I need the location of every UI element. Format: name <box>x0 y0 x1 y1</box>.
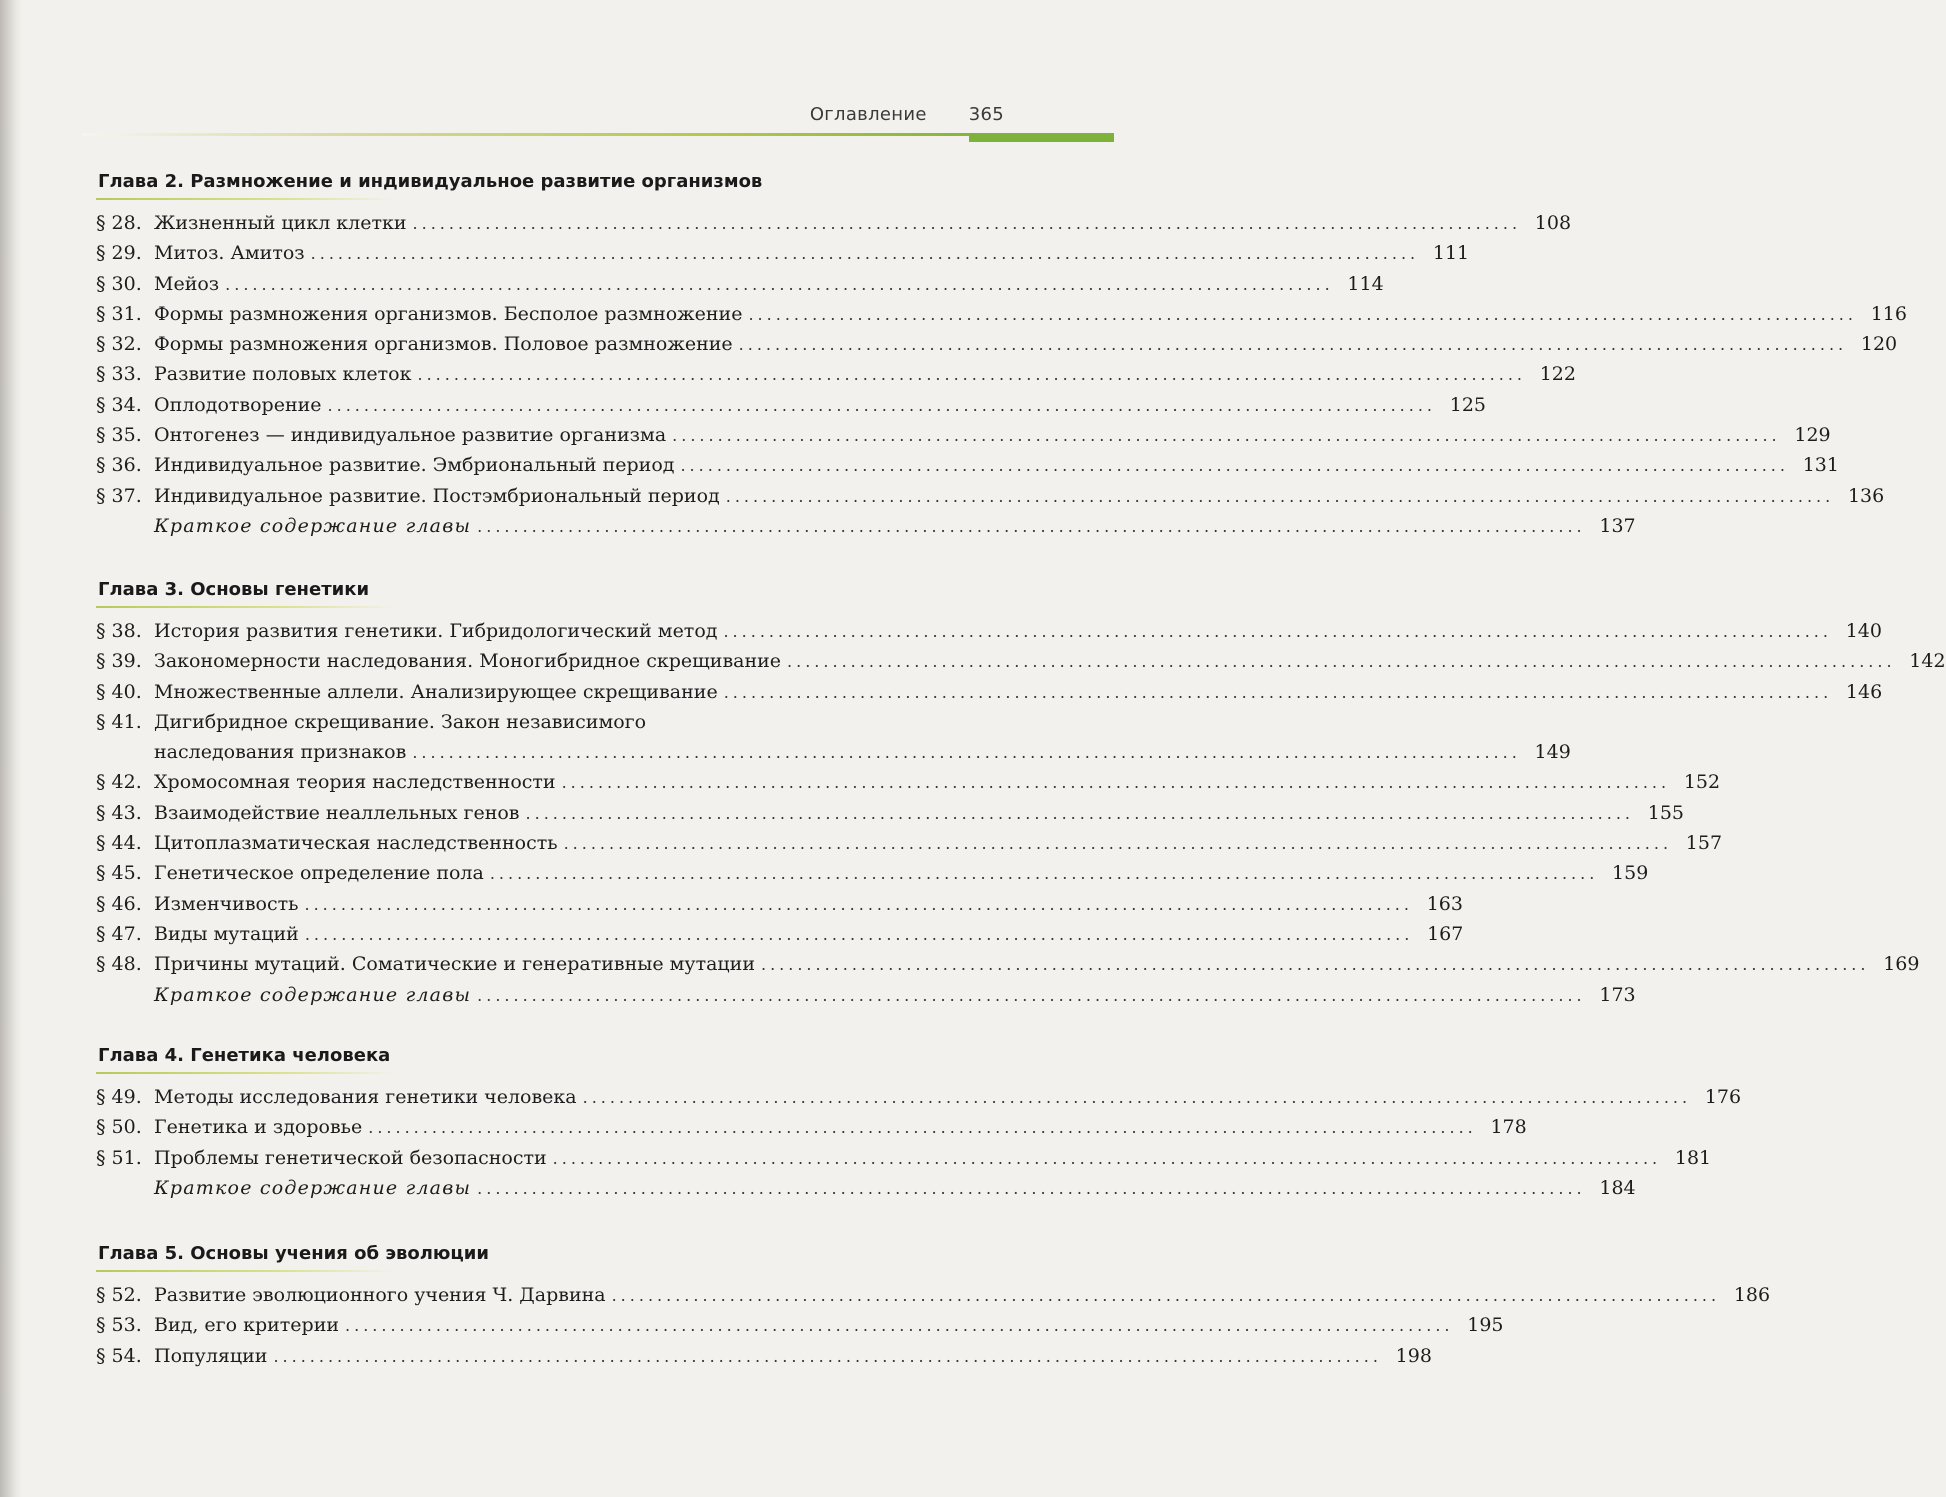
chapter-3 <box>96 576 1946 1010</box>
leader-dots: .......................................................................................................................... <box>723 622 1832 641</box>
toc-entry[interactable]: § 37. Индивидуальное развитие. Постэмбриональный период .......................................................................................................................... 136 <box>96 481 976 511</box>
leader-dots: .......................................................................................................................... <box>304 894 1413 914</box>
toc-entry[interactable]: § 46. Изменчивость .......................................................................................................................... 163 <box>96 889 976 919</box>
toc-entry[interactable]: § 42. Хромосомная теория наследственности .......................................................................................................................... 152 <box>96 767 976 797</box>
leader-dots: .......................................................................................................................... <box>738 335 1848 355</box>
leader-dots: .......................................................................................................................... <box>327 395 1436 415</box>
leader-dots: .......................................................................................................................... <box>672 426 1781 446</box>
chapter-summary-entry[interactable]: Краткое содержание главы .......................................................................................................................... 137 <box>96 511 976 541</box>
toc-entry[interactable]: § 51. Проблемы генетической безопасности .......................................................................................................................... 181 <box>96 1143 976 1173</box>
leader-dots: .......................................................................................................................... <box>525 803 1634 823</box>
leader-dots: .......................................................................................................................... <box>725 486 1835 506</box>
toc-entry[interactable]: § 36. Индивидуальное развитие. Эмбриональный период .......................................................................................................................... 131 <box>96 450 976 480</box>
toc-entry[interactable]: § 35. Онтогенез — индивидуальное развитие организма .......................................................................................................................... 129 <box>96 420 976 450</box>
leader-dots: .......................................................................................................................... <box>723 682 1833 702</box>
leader-dots: .......................................................................................................................... <box>417 365 1526 385</box>
toc-entry[interactable]: § 54. Популяции .......................................................................................................................... 198 <box>96 1341 976 1371</box>
toc-entry[interactable]: § 39. Закономерности наследования. Моногибридное скрещивание .......................................................................................................................... 142 <box>96 646 976 676</box>
leader-dots: .......................................................................................................................... <box>477 1178 1586 1198</box>
header-rule-accent <box>969 133 1114 142</box>
toc-entry[interactable]: § 29. Митоз. Амитоз .......................................................................................................................... 111 <box>96 238 976 268</box>
leader-dots: .......................................................................................................................... <box>611 1286 1721 1305</box>
toc-entry[interactable]: § 49. Методы исследования генетики человека .......................................................................................................................... 176 <box>96 1082 976 1112</box>
toc-entry[interactable]: § 41. Дигибридное скрещивание. Закон независимого <box>96 710 647 733</box>
chapter-summary-entry[interactable]: Краткое содержание главы .......................................................................................................................... 184 <box>96 1173 976 1203</box>
leader-dots: .......................................................................................................................... <box>563 834 1673 854</box>
running-header <box>810 104 1004 125</box>
leader-dots: .......................................................................................................................... <box>477 985 1586 1005</box>
leader-dots: .......................................................................................................................... <box>310 244 1420 264</box>
leader-dots: .......................................................................................................................... <box>748 304 1857 324</box>
toc-entry[interactable]: § 38. История развития генетики. Гибридологический метод .......................................................................................................................... 140 <box>96 616 976 646</box>
leader-dots: .......................................................................................................................... <box>345 1316 1454 1336</box>
leader-dots: .......................................................................................................................... <box>273 1346 1382 1366</box>
toc-entry[interactable]: § 30. Мейоз .......................................................................................................................... 114 <box>96 269 976 299</box>
header-title: Оглавление <box>809 104 927 125</box>
leader-dots: .......................................................................................................................... <box>582 1088 1692 1107</box>
leader-dots: .......................................................................................................................... <box>412 214 1522 233</box>
toc-entry[interactable]: § 32. Формы размножения организмов. Половое размножение .......................................................................................................................... 120 <box>96 329 976 359</box>
toc-entry[interactable]: § 43. Взаимодействие неаллельных генов .......................................................................................................................... 155 <box>96 798 976 828</box>
toc-entry[interactable]: § 34. Оплодотворение .......................................................................................................................... 125 <box>96 390 976 420</box>
leader-dots: .......................................................................................................................... <box>552 1148 1662 1168</box>
chapter-2 <box>96 168 1907 541</box>
leader-dots: .......................................................................................................................... <box>489 864 1599 884</box>
toc-entry[interactable]: § 44. Цитоплазматическая наследственность .......................................................................................................................... 157 <box>96 828 976 858</box>
chapter-summary-entry[interactable]: Краткое содержание главы .......................................................................................................................... 173 <box>96 980 976 1010</box>
chapter-4 <box>96 1042 1742 1203</box>
chapter-title: Глава 3. Основы генетики <box>98 579 370 600</box>
chapter-5 <box>96 1240 1771 1371</box>
leader-dots: .......................................................................................................................... <box>561 773 1671 793</box>
chapter-rule <box>96 1072 396 1074</box>
chapter-rule <box>96 606 396 608</box>
toc-entry[interactable]: § 45. Генетическое определение пола .......................................................................................................................... 159 <box>96 858 976 888</box>
page-edge-shadow <box>0 0 22 1497</box>
chapter-title: Глава 2. Размножение и индивидуальное развитие организмов <box>98 171 763 192</box>
leader-dots: .......................................................................................................................... <box>412 743 1521 763</box>
leader-dots: .......................................................................................................................... <box>477 516 1586 536</box>
toc-entry[interactable]: § 47. Виды мутаций .......................................................................................................................... 167 <box>96 919 976 949</box>
leader-dots: .......................................................................................................................... <box>760 955 1870 975</box>
leader-dots: .......................................................................................................................... <box>225 274 1334 294</box>
toc-entry[interactable]: § 40. Множественные аллели. Анализирующее скрещивание .......................................................................................................................... 146 <box>96 677 976 707</box>
chapter-title: Глава 4. Генетика человека <box>98 1045 391 1066</box>
chapter-rule <box>96 1270 396 1272</box>
chapter-title: Глава 5. Основы учения об эволюции <box>98 1243 489 1264</box>
toc-entry[interactable]: § 48. Причины мутаций. Соматические и генеративные мутации .......................................................................................................................... 169 <box>96 949 976 979</box>
leader-dots: .......................................................................................................................... <box>787 652 1896 672</box>
leader-dots: .......................................................................................................................... <box>680 456 1789 476</box>
leader-dots: .......................................................................................................................... <box>368 1118 1477 1138</box>
toc-entry[interactable]: § 53. Вид, его критерии .......................................................................................................................... 195 <box>96 1310 976 1340</box>
header-rule <box>82 133 1114 136</box>
header-page-number: 365 <box>968 104 1004 125</box>
toc-entry-continuation[interactable]: наследования признаков .......................................................................................................................... 149 <box>96 737 976 767</box>
toc-entry[interactable]: § 52. Развитие эволюционного учения Ч. Дарвина .......................................................................................................................... 186 <box>96 1280 976 1310</box>
chapter-rule <box>96 198 396 200</box>
leader-dots: .......................................................................................................................... <box>304 924 1414 944</box>
toc-entry[interactable]: § 50. Генетика и здоровье .......................................................................................................................... 178 <box>96 1112 976 1142</box>
toc-entry[interactable]: § 33. Развитие половых клеток .......................................................................................................................... 122 <box>96 359 976 389</box>
toc-entry[interactable]: § 28. Жизненный цикл клетки .......................................................................................................................... 108 <box>96 208 976 238</box>
toc-entry[interactable]: § 31. Формы размножения организмов. Бесполое размножение .......................................................................................................................... 116 <box>96 299 976 329</box>
